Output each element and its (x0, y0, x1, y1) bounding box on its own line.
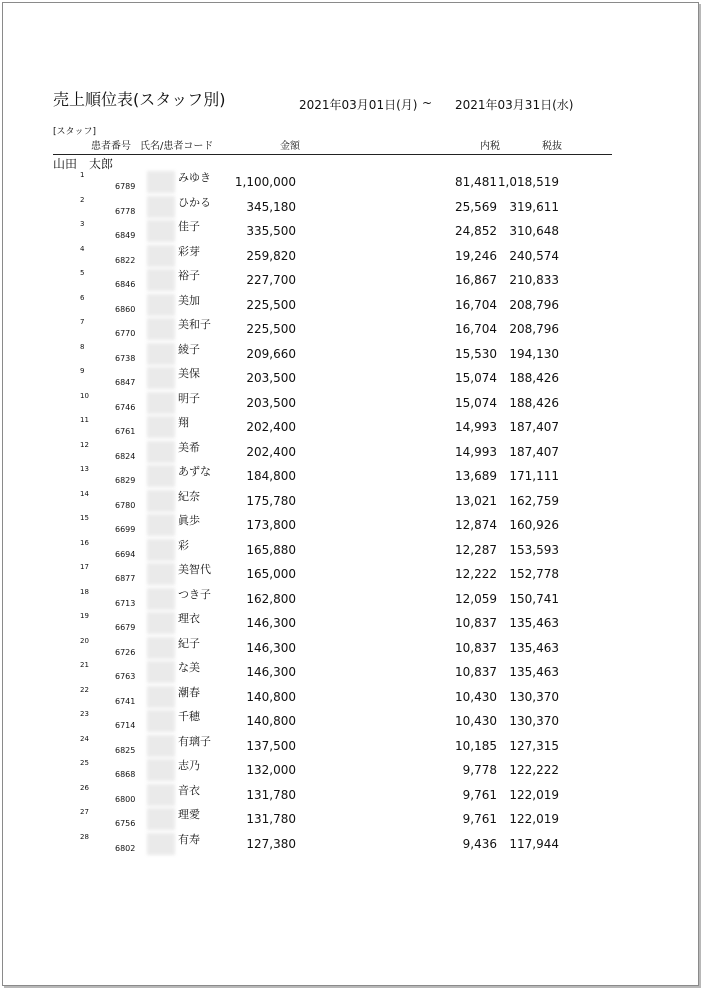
table-row (0, 441, 702, 465)
patient-name-cell: 美智代 (178, 563, 211, 576)
patient-name-cell: 裕子 (178, 269, 200, 282)
patient-name-cell: な美 (178, 661, 200, 674)
rank-cell: 4 (80, 244, 85, 253)
table-row (0, 343, 702, 367)
table-row (0, 735, 702, 759)
redacted-surname (147, 661, 175, 683)
date-from: 2021年03月01日(月) (299, 98, 418, 112)
staff-section-label: [スタッフ] (53, 127, 97, 137)
amount-cell: 203,500 (246, 395, 296, 410)
rank-cell: 28 (80, 832, 89, 841)
patient-name-cell: 彩芽 (178, 244, 200, 258)
tax-excluded-cell: 153,593 (509, 542, 559, 557)
redacted-surname (147, 392, 175, 414)
tax-included-cell: 12,874 (455, 518, 497, 532)
tax-excluded-cell: 130,370 (509, 714, 559, 728)
redacted-surname (147, 490, 175, 512)
table-row (0, 563, 702, 587)
rank-cell: 8 (80, 342, 85, 351)
tax-included-cell: 25,569 (455, 199, 497, 214)
tax-included-cell: 81,481 (455, 175, 497, 189)
amount-cell: 132,000 (246, 763, 296, 777)
tax-excluded-cell: 122,019 (509, 812, 559, 826)
patient-code-cell: 6860 (115, 304, 136, 314)
redacted-surname (147, 171, 175, 193)
patient-code-cell: 6846 (115, 280, 136, 289)
redacted-surname (147, 808, 175, 830)
rank-cell: 13 (80, 465, 89, 473)
patient-code-cell: 6756 (115, 819, 136, 828)
tax-included-cell: 9,436 (462, 836, 497, 851)
table-row (0, 269, 702, 293)
patient-code-cell: 6778 (115, 206, 136, 216)
report-title: 売上順位表(スタッフ別) (53, 90, 226, 109)
table-row (0, 686, 702, 710)
patient-name-cell: 潮春 (178, 685, 200, 699)
redacted-surname (147, 588, 175, 610)
redacted-surname (147, 367, 175, 389)
patient-code-cell: 6868 (115, 770, 136, 779)
amount-cell: 209,660 (246, 346, 296, 361)
amount-cell: 162,800 (246, 591, 296, 606)
patient-code-cell: 6877 (115, 574, 136, 583)
date-to: 2021年03月31日(水) (455, 98, 574, 112)
patient-name-cell: ひかる (178, 195, 211, 209)
rank-cell: 18 (80, 587, 89, 596)
tax-excluded-cell: 208,796 (509, 297, 559, 312)
tax-included-cell: 14,993 (455, 420, 497, 434)
tax-included-cell: 13,689 (455, 469, 497, 483)
tax-excluded-cell: 1,018,519 (497, 175, 559, 189)
patient-code-cell: 6789 (115, 182, 136, 191)
tax-included-cell: 10,430 (455, 714, 497, 728)
header-patient-number: 患者番号 (91, 141, 131, 152)
tax-excluded-cell: 127,315 (509, 738, 559, 753)
patient-code-cell: 6780 (115, 500, 136, 510)
tax-excluded-cell: 208,796 (509, 322, 559, 336)
patient-code-cell: 6713 (115, 598, 136, 608)
tax-excluded-cell: 171,111 (509, 469, 559, 483)
patient-name-cell: 綾子 (178, 342, 200, 356)
rank-cell: 11 (80, 416, 89, 424)
tax-included-cell: 15,074 (455, 395, 497, 410)
table-row (0, 637, 702, 661)
redacted-surname (147, 514, 175, 536)
tax-excluded-cell: 117,944 (509, 836, 559, 851)
table-row (0, 661, 702, 685)
redacted-surname (147, 759, 175, 781)
amount-cell: 131,780 (246, 812, 296, 826)
rank-cell: 9 (80, 367, 85, 375)
patient-code-cell: 6761 (115, 427, 136, 436)
tax-included-cell: 10,185 (455, 738, 497, 753)
tax-excluded-cell: 188,426 (509, 371, 559, 385)
patient-name-cell: 有寿 (178, 832, 200, 846)
tax-excluded-cell: 187,407 (509, 420, 559, 434)
patient-code-cell: 6800 (115, 794, 136, 804)
table-row (0, 710, 702, 734)
rank-cell: 19 (80, 612, 89, 620)
rank-cell: 26 (80, 783, 89, 792)
redacted-surname (147, 539, 175, 561)
tax-included-cell: 24,852 (455, 224, 497, 238)
redacted-surname (147, 710, 175, 732)
patient-name-cell: 理愛 (178, 808, 200, 821)
tax-excluded-cell: 188,426 (509, 395, 559, 410)
patient-name-cell: 志乃 (178, 759, 200, 772)
amount-cell: 137,500 (246, 738, 296, 753)
patient-code-cell: 6824 (115, 451, 136, 461)
amount-cell: 259,820 (246, 248, 296, 263)
amount-cell: 140,800 (246, 714, 296, 728)
patient-name-cell: 有璃子 (178, 734, 211, 748)
amount-cell: 127,380 (246, 836, 296, 851)
patient-code-cell: 6699 (115, 525, 136, 534)
table-row (0, 588, 702, 612)
table-row (0, 833, 702, 857)
rank-cell: 20 (80, 636, 89, 645)
tax-excluded-cell: 187,407 (509, 444, 559, 459)
redacted-surname (147, 196, 175, 218)
patient-code-cell: 6726 (115, 647, 136, 657)
tax-excluded-cell: 240,574 (509, 248, 559, 263)
patient-name-cell: みゆき (178, 171, 211, 184)
patient-name-cell: 明子 (178, 391, 200, 405)
rank-cell: 10 (80, 391, 89, 400)
table-row (0, 465, 702, 489)
amount-cell: 184,800 (246, 469, 296, 483)
amount-cell: 131,780 (246, 787, 296, 802)
patient-code-cell: 6847 (115, 378, 136, 387)
tax-excluded-cell: 130,370 (509, 689, 559, 704)
tax-excluded-cell: 150,741 (509, 591, 559, 606)
tax-included-cell: 15,074 (455, 371, 497, 385)
redacted-surname (147, 686, 175, 708)
tax-included-cell: 10,837 (455, 640, 497, 655)
header-divider (53, 154, 612, 155)
table-row (0, 759, 702, 783)
rank-cell: 12 (80, 440, 89, 449)
tax-excluded-cell: 310,648 (509, 224, 559, 238)
patient-name-cell: つき子 (178, 587, 211, 601)
rank-cell: 23 (80, 710, 89, 718)
rank-cell: 24 (80, 734, 89, 743)
rank-cell: 14 (80, 489, 89, 498)
tax-excluded-cell: 194,130 (509, 346, 559, 361)
amount-cell: 173,800 (246, 518, 296, 532)
table-row (0, 392, 702, 416)
rank-cell: 17 (80, 563, 89, 571)
table-row (0, 490, 702, 514)
amount-cell: 225,500 (246, 297, 296, 312)
redacted-surname (147, 563, 175, 585)
tax-excluded-cell: 122,019 (509, 787, 559, 802)
tax-included-cell: 15,530 (455, 346, 497, 361)
redacted-surname (147, 784, 175, 806)
tax-excluded-cell: 135,463 (509, 616, 559, 630)
rank-cell: 3 (80, 220, 85, 228)
patient-code-cell: 6746 (115, 402, 136, 412)
patient-name-cell: 紀子 (178, 636, 200, 650)
tax-included-cell: 10,837 (455, 616, 497, 630)
header-tax-included: 内税 (480, 141, 500, 152)
tax-included-cell: 10,430 (455, 689, 497, 704)
amount-cell: 146,300 (246, 640, 296, 655)
patient-code-cell: 6849 (115, 231, 136, 240)
patient-name-cell: 千穂 (178, 710, 200, 723)
amount-cell: 140,800 (246, 689, 296, 704)
redacted-surname (147, 318, 175, 340)
table-row (0, 171, 702, 195)
patient-name-cell: 美加 (178, 293, 200, 307)
rank-cell: 27 (80, 808, 89, 816)
rank-cell: 2 (80, 195, 85, 204)
tax-excluded-cell: 135,463 (509, 665, 559, 679)
tax-included-cell: 16,704 (455, 322, 497, 336)
patient-code-cell: 6829 (115, 476, 136, 485)
tax-included-cell: 16,867 (455, 273, 497, 287)
patient-name-cell: 美希 (178, 440, 200, 454)
rank-cell: 25 (80, 759, 89, 767)
tax-included-cell: 9,761 (462, 812, 497, 826)
redacted-surname (147, 294, 175, 316)
tax-included-cell: 19,246 (455, 248, 497, 263)
amount-cell: 1,100,000 (234, 175, 296, 189)
redacted-surname (147, 245, 175, 267)
amount-cell: 165,000 (246, 567, 296, 581)
patient-code-cell: 6714 (115, 721, 136, 730)
tax-excluded-cell: 319,611 (509, 199, 559, 214)
table-row (0, 294, 702, 318)
patient-code-cell: 6694 (115, 549, 136, 559)
rank-cell: 16 (80, 538, 89, 547)
amount-cell: 175,780 (246, 493, 296, 508)
table-row (0, 514, 702, 538)
rank-cell: 7 (80, 318, 85, 326)
redacted-surname (147, 343, 175, 365)
tax-included-cell: 9,778 (462, 763, 497, 777)
patient-code-cell: 6738 (115, 353, 136, 363)
patient-name-cell: あずな (178, 465, 211, 478)
table-row (0, 220, 702, 244)
table-row (0, 196, 702, 220)
patient-name-cell: 紀奈 (178, 489, 200, 503)
patient-name-cell: 音衣 (178, 783, 200, 797)
tax-included-cell: 13,021 (455, 493, 497, 508)
tax-included-cell: 10,837 (455, 665, 497, 679)
amount-cell: 335,500 (246, 224, 296, 238)
amount-cell: 227,700 (246, 273, 296, 287)
table-row (0, 808, 702, 832)
table-row (0, 245, 702, 269)
patient-code-cell: 6825 (115, 745, 136, 755)
patient-code-cell: 6763 (115, 672, 136, 681)
amount-cell: 203,500 (246, 371, 296, 385)
tax-excluded-cell: 122,222 (509, 763, 559, 777)
staff-name: 山田 太郎 (53, 157, 114, 171)
amount-cell: 202,400 (246, 444, 296, 459)
rank-cell: 5 (80, 269, 85, 277)
rank-cell: 22 (80, 685, 89, 694)
tax-included-cell: 14,993 (455, 444, 497, 459)
patient-name-cell: 美保 (178, 367, 200, 380)
patient-name-cell: 佳子 (178, 220, 200, 233)
patient-code-cell: 6802 (115, 843, 136, 853)
amount-cell: 225,500 (246, 322, 296, 336)
rank-cell: 6 (80, 293, 85, 302)
patient-code-cell: 6770 (115, 329, 136, 338)
table-row (0, 784, 702, 808)
table-row (0, 318, 702, 342)
amount-cell: 146,300 (246, 616, 296, 630)
redacted-surname (147, 637, 175, 659)
tax-included-cell: 12,222 (455, 567, 497, 581)
redacted-surname (147, 220, 175, 242)
redacted-surname (147, 416, 175, 438)
tax-excluded-cell: 210,833 (509, 273, 559, 287)
rank-cell: 1 (80, 171, 85, 179)
rank-cell: 15 (80, 514, 89, 522)
patient-code-cell: 6679 (115, 623, 136, 632)
patient-code-cell: 6741 (115, 696, 136, 706)
patient-name-cell: 理衣 (178, 612, 200, 625)
redacted-surname (147, 269, 175, 291)
redacted-surname (147, 735, 175, 757)
header-name-code: 氏名/患者コード (140, 141, 214, 152)
tax-included-cell: 9,761 (462, 787, 497, 802)
amount-cell: 146,300 (246, 665, 296, 679)
table-row (0, 367, 702, 391)
table-row (0, 416, 702, 440)
tax-excluded-cell: 162,759 (509, 493, 559, 508)
amount-cell: 165,880 (246, 542, 296, 557)
table-row (0, 612, 702, 636)
rank-cell: 21 (80, 661, 89, 669)
patient-name-cell: 翔 (178, 416, 189, 429)
table-row (0, 539, 702, 563)
redacted-surname (147, 441, 175, 463)
patient-name-cell: 彩 (178, 538, 189, 552)
tax-excluded-cell: 160,926 (509, 518, 559, 532)
tax-excluded-cell: 135,463 (509, 640, 559, 655)
amount-cell: 202,400 (246, 420, 296, 434)
amount-cell: 345,180 (246, 199, 296, 214)
date-separator: ~ (422, 96, 433, 110)
patient-code-cell: 6822 (115, 255, 136, 265)
tax-included-cell: 12,059 (455, 591, 497, 606)
patient-name-cell: 眞歩 (178, 514, 200, 527)
header-amount: 金額 (280, 141, 300, 152)
redacted-surname (147, 612, 175, 634)
tax-excluded-cell: 152,778 (509, 567, 559, 581)
redacted-surname (147, 833, 175, 855)
redacted-surname (147, 465, 175, 487)
patient-name-cell: 美和子 (178, 318, 211, 331)
tax-included-cell: 12,287 (455, 542, 497, 557)
header-tax-excluded: 税抜 (542, 141, 562, 152)
tax-included-cell: 16,704 (455, 297, 497, 312)
